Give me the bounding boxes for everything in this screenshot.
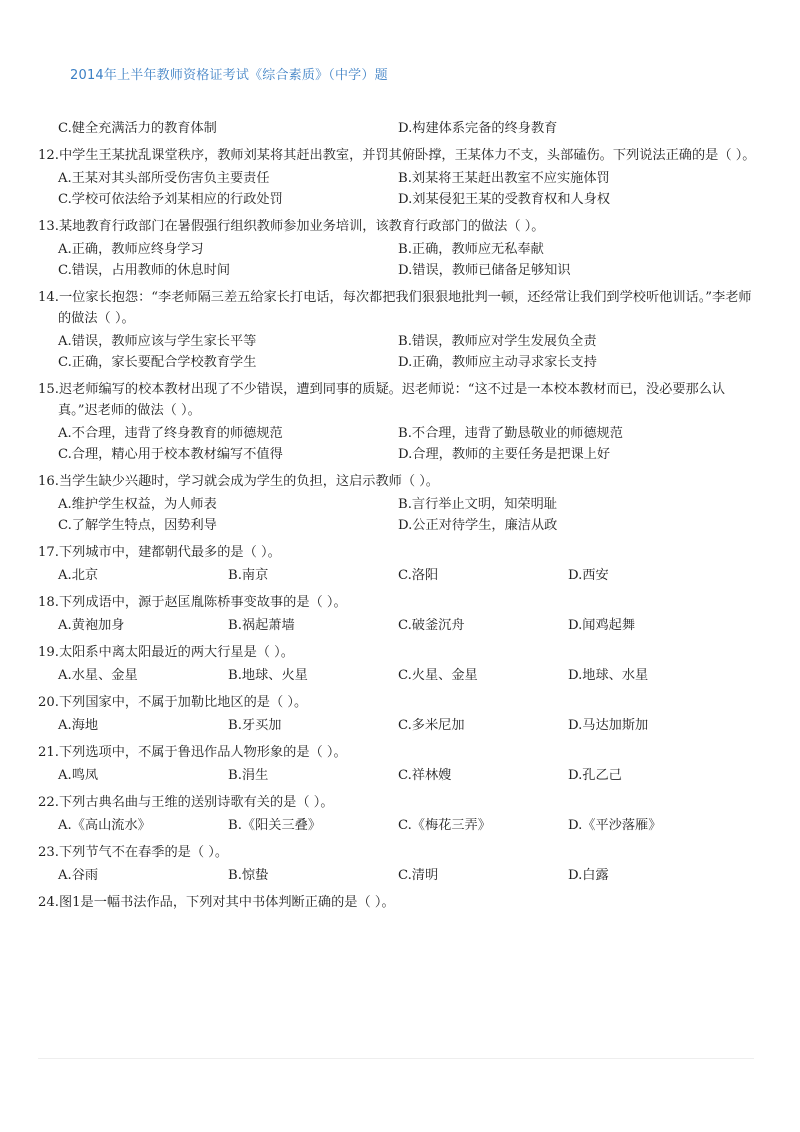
option-a: A.《高山流水》 xyxy=(58,818,151,833)
option-b: B.惊蛰 xyxy=(228,868,269,883)
option-group xyxy=(38,765,758,786)
option-group xyxy=(38,423,758,465)
option-c: C.多米尼加 xyxy=(398,718,465,733)
option-group xyxy=(38,494,758,536)
question-item xyxy=(38,379,758,465)
option-group xyxy=(38,615,758,636)
option-a: A.错误，教师应该与学生家长平等 xyxy=(58,334,257,349)
question-stem: 20.下列国家中，不属于加勒比地区的是（ ）。 xyxy=(38,695,308,710)
option-group xyxy=(38,168,758,210)
option-b: B.不合理，违背了勤恳敬业的师德规范 xyxy=(398,426,623,441)
question-item xyxy=(38,592,758,636)
question-stem: 14.一位家长抱怨：“李老师隔三差五给家长打电话，每次都把我们狠狠地批判一顿，还经常让我们到学校听他训话。”李老师的做法（ ）。 xyxy=(38,290,752,326)
option-c: C.清明 xyxy=(398,868,439,883)
question-item xyxy=(38,542,758,586)
question-list xyxy=(38,118,758,919)
option-group xyxy=(38,331,758,373)
option-c: C.破釜沉舟 xyxy=(398,618,465,633)
option-b: B.祸起萧墙 xyxy=(228,618,295,633)
page-header-title: 2014年上半年教师资格证考试《综合素质》（中学）题 xyxy=(70,68,388,83)
question-stem: 15.迟老师编写的校本教材出现了不少错误，遭到同事的质疑。迟老师说：“这不过是一本校本教材而已，没必要那么认真。”迟老师的做法（ ）。 xyxy=(38,382,726,418)
question-stem: 18.下列成语中，源于赵匡胤陈桥事变故事的是（ ）。 xyxy=(38,595,347,610)
page-bottom-divider xyxy=(38,1058,754,1059)
option-c: C.祥林嫂 xyxy=(398,768,452,783)
question-item xyxy=(38,842,758,886)
option-b: B.错误，教师应对学生发展负全责 xyxy=(398,334,597,349)
option-d: D.地球、水星 xyxy=(568,668,649,683)
option-d: D.合理，教师的主要任务是把课上好 xyxy=(398,447,611,462)
option-c: C.火星、金星 xyxy=(398,668,478,683)
question-item xyxy=(38,216,758,281)
option-d: D.《平沙落雁》 xyxy=(568,818,662,833)
option-a: A.黄袍加身 xyxy=(58,618,125,633)
option-a: A.不合理，违背了终身教育的师德规范 xyxy=(58,426,283,441)
option-b: B.《阳关三叠》 xyxy=(228,818,322,833)
option-a: A.谷雨 xyxy=(58,868,99,883)
option-c: C.洛阳 xyxy=(398,568,439,583)
question-item xyxy=(38,792,758,836)
question-stem: 17.下列城市中，建都朝代最多的是（ ）。 xyxy=(38,545,281,560)
option-b: B.牙买加 xyxy=(228,718,282,733)
option-b: B.涓生 xyxy=(228,768,269,783)
question-stem: 22.下列古典名曲与王维的送别诗歌有关的是（ ）。 xyxy=(38,795,334,810)
option-c: C.《梅花三弄》 xyxy=(398,818,491,833)
option-a: A.水星、金星 xyxy=(58,668,138,683)
question-item xyxy=(38,892,758,913)
option-c: C.错误，占用教师的休息时间 xyxy=(58,263,231,278)
question-stem: 24.图1是一幅书法作品，下列对其中书体判断正确的是（ ）。 xyxy=(38,895,395,910)
question-stem: 19.太阳系中离太阳最近的两大行星是（ ）。 xyxy=(38,645,294,660)
previous-question-options xyxy=(38,118,758,139)
option-a: A.王某对其头部所受伤害负主要责任 xyxy=(58,171,270,186)
option-c: C.健全充满活力的教育体制 xyxy=(58,121,217,136)
option-b: B.正确，教师应无私奉献 xyxy=(398,242,544,257)
option-b: B.言行举止文明，知荣明耻 xyxy=(398,497,557,512)
question-item xyxy=(38,145,758,210)
option-b: B.刘某将王某赶出教室不应实施体罚 xyxy=(398,171,610,186)
question-item xyxy=(38,642,758,686)
option-d: D.错误，教师已储备足够知识 xyxy=(398,263,571,278)
option-group xyxy=(38,239,758,281)
question-stem: 12.中学生王某扰乱课堂秩序，教师刘某将其赶出教室，并罚其俯卧撑，王某体力不支，头部磕伤。下列说法正确的是（ ）。 xyxy=(38,148,756,163)
question-stem: 13.某地教育行政部门在暑假强行组织教师参加业务培训，该教育行政部门的做法（ ）。 xyxy=(38,219,545,234)
question-stem: 23.下列节气不在春季的是（ ）。 xyxy=(38,845,229,860)
option-a: A.海地 xyxy=(58,718,99,733)
question-item xyxy=(38,471,758,536)
option-d: D.构建体系完备的终身教育 xyxy=(398,121,558,136)
option-a: A.正确，教师应终身学习 xyxy=(58,242,204,257)
option-group xyxy=(38,865,758,886)
option-c: C.正确，家长要配合学校教育学生 xyxy=(58,355,257,370)
question-item xyxy=(38,287,758,373)
option-b: B.南京 xyxy=(228,568,269,583)
option-group xyxy=(38,565,758,586)
option-d: D.孔乙己 xyxy=(568,768,622,783)
option-d: D.公正对待学生，廉洁从政 xyxy=(398,518,558,533)
option-a: A.维护学生权益，为人师表 xyxy=(58,497,217,512)
option-c: C.学校可依法给予刘某相应的行政处罚 xyxy=(58,192,283,207)
option-d: D.马达加斯加 xyxy=(568,718,649,733)
option-group xyxy=(38,715,758,736)
question-stem: 21.下列选项中，不属于鲁迅作品人物形象的是（ ）。 xyxy=(38,745,347,760)
option-d: D.正确，教师应主动寻求家长支持 xyxy=(398,355,597,370)
option-b: B.地球、火星 xyxy=(228,668,308,683)
option-a: A.鸣凤 xyxy=(58,768,99,783)
option-d: D.西安 xyxy=(568,568,609,583)
option-group xyxy=(38,815,758,836)
option-c: C.了解学生特点，因势利导 xyxy=(58,518,217,533)
option-d: D.刘某侵犯王某的受教育权和人身权 xyxy=(398,192,611,207)
option-a: A.北京 xyxy=(58,568,99,583)
question-item xyxy=(38,692,758,736)
option-group xyxy=(38,665,758,686)
question-item xyxy=(38,742,758,786)
option-c: C.合理，精心用于校本教材编写不值得 xyxy=(58,447,283,462)
option-d: D.白露 xyxy=(568,868,609,883)
option-d: D.闻鸡起舞 xyxy=(568,618,636,633)
question-stem: 16.当学生缺少兴趣时，学习就会成为学生的负担，这启示教师（ ）。 xyxy=(38,474,439,489)
